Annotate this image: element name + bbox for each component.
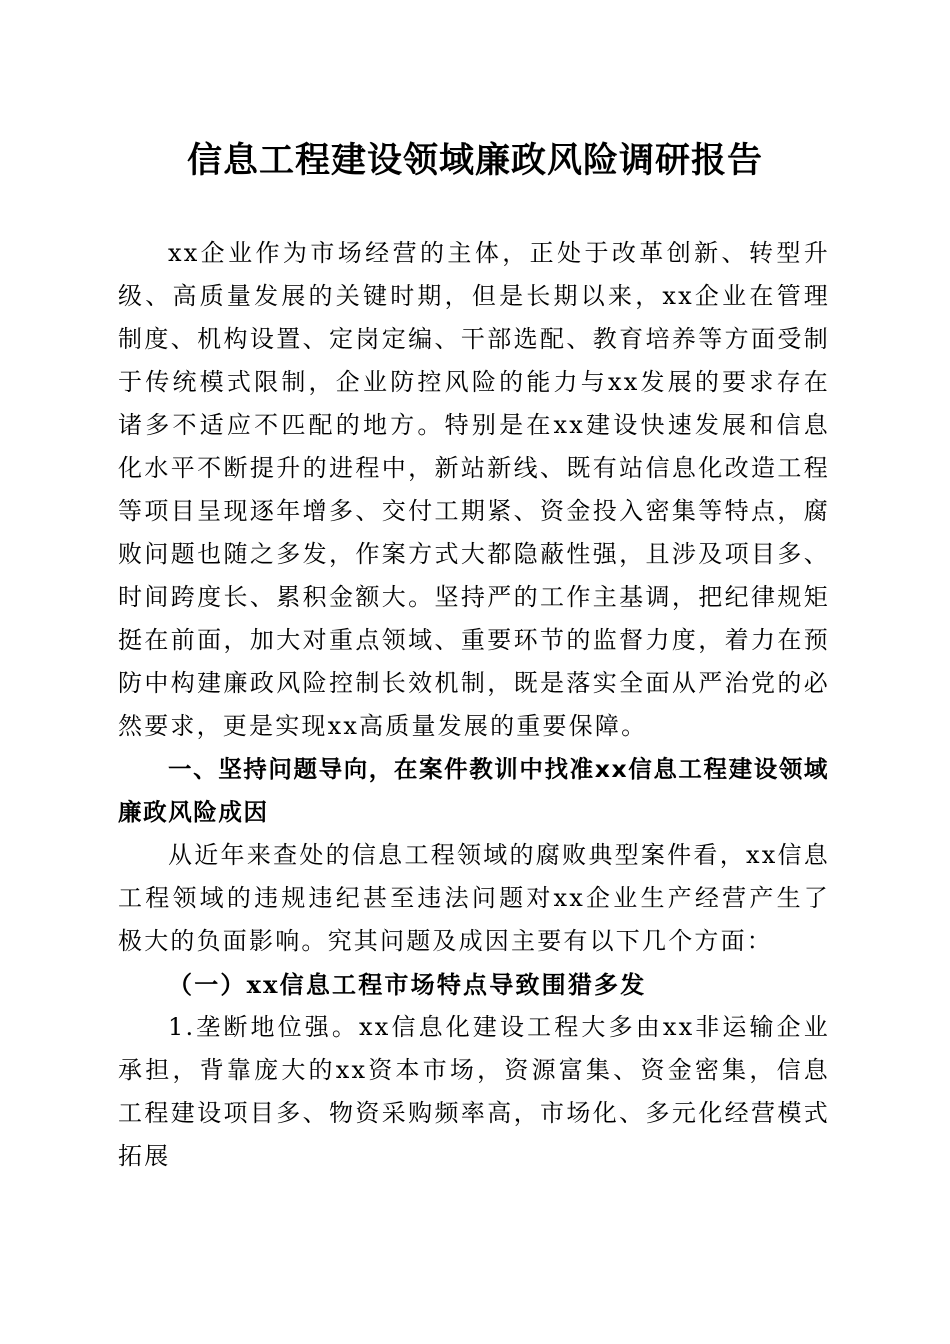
document-body (118, 232, 830, 1178)
intro-paragraph: xx企业作为市场经营的主体，正处于改革创新、转型升级、高质量发展的关键时期，但是长期以来，xx企业在管理制度、机构设置、定岗定编、干部选配、教育培养等方面受制于传统模式限制，企业防控风险的能力与xx发展的要求存在诸多不适应不匹配的地方。特别是在xx建设快速发展和信息化水平不断提升的进程中，新站新线、既有站信息化改造工程等项目呈现逐年增多、交付工期紧、资金投入密集等特点，腐败问题也随之多发，作案方式大都隐蔽性强，且涉及项目多、时间跨度长、累积金额大。坚持严的工作主基调，把纪律规矩挺在前面，加大对重点领域、重要环节的监督力度，着力在预防中构建廉政风险控制长效机制，既是落实全面从严治党的必然要求，更是实现xx高质量发展的重要保障。 (118, 239, 830, 740)
section-1-paragraph: 从近年来查处的信息工程领域的腐败典型案件看，xx信息工程领域的违规违纪甚至违法问题对xx企业生产经营产生了极大的负面影响。究其问题及成因主要有以下几个方面： (118, 841, 830, 955)
subsection-1-heading: （一）xx信息工程市场特点导致围猎多发 (168, 970, 647, 999)
point-1-paragraph: 1.垄断地位强。xx信息化建设工程大多由xx非运输企业承担，背靠庞大的xx资本市场，资源富集、资金密集，信息工程建设项目多、物资采购频率高，市场化、多元化经营模式拓展 (118, 1013, 830, 1170)
document-title: 信息工程建设领域廉政风险调研报告 (186, 140, 763, 181)
section-1-heading: 一、坚持问题导向，在案件教训中找准xx信息工程建设领域廉政风险成因 (118, 755, 830, 826)
